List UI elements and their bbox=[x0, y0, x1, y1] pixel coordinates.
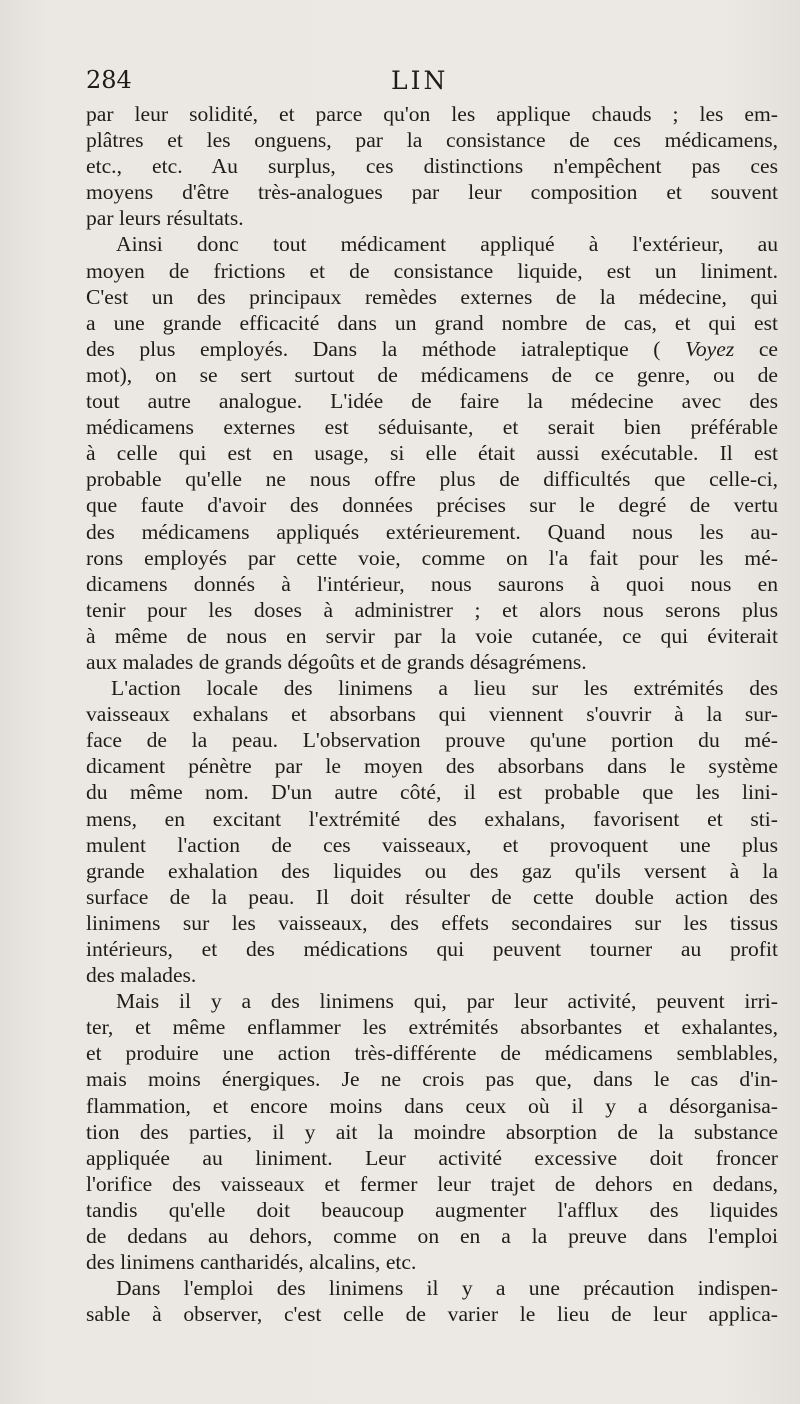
text-line: mulent l'action de ces vaisseaux, et provoquent une plus bbox=[86, 832, 778, 857]
italic-word: Voyez bbox=[685, 336, 735, 361]
text-line: Dans l'emploi des linimens il y a une précaution indispen- bbox=[116, 1276, 778, 1301]
text-line: tandis qu'elle doit beaucoup augmenter l'afflux des liquides bbox=[86, 1197, 778, 1222]
text-line: à même de nous en servir par la voie cutanée, ce qui éviterait bbox=[86, 623, 778, 648]
text-line: du même nom. D'un autre côté, il est probable que les lini- bbox=[86, 780, 778, 805]
text-line: surface de la peau. Il doit résulter de cette double action des bbox=[86, 884, 778, 909]
text-line: et produire une action très-différente de médicamens semblables, bbox=[86, 1041, 778, 1066]
text-line: probable qu'elle ne nous offre plus de difficultés que celle-ci, bbox=[86, 467, 778, 492]
text-line: appliquée au liniment. Leur activité excessive doit froncer bbox=[86, 1145, 778, 1170]
text-line: dicamens donnés à l'intérieur, nous saurons à quoi nous en bbox=[86, 571, 778, 596]
text-line: des médicamens appliqués extérieurement. Quand nous les au- bbox=[86, 519, 778, 544]
text-line: flammation, et encore moins dans ceux où il y a désorganisa- bbox=[86, 1093, 778, 1118]
text-line: mais moins énergiques. Je ne crois pas que, dans le cas d'in- bbox=[86, 1067, 778, 1092]
page-header bbox=[86, 66, 776, 100]
text-line: mot), on se sert surtout de médicamens de ce genre, ou de bbox=[86, 362, 778, 387]
text-line: C'est un des principaux remèdes externes de la médecine, qui bbox=[86, 284, 778, 309]
text-line: a une grande efficacité dans un grand nombre de cas, et qui est bbox=[86, 310, 778, 335]
text-line: tion des parties, il y ait la moindre absorption de la substance bbox=[86, 1119, 778, 1144]
text-line: médicamens externes est séduisante, et serait bien préférable bbox=[86, 415, 778, 440]
text-line: vaisseaux exhalans et absorbans qui viennent s'ouvrir à la sur- bbox=[86, 702, 778, 727]
text-line: face de la peau. L'observation prouve qu'une portion du mé- bbox=[86, 728, 778, 753]
text-line: Mais il y a des linimens qui, par leur activité, peuvent irri- bbox=[116, 989, 778, 1014]
text-line: par leurs résultats. bbox=[86, 206, 244, 231]
text-line: plâtres et les onguens, par la consistance de ces médicamens, bbox=[86, 128, 778, 153]
text-line: moyen de frictions et de consistance liquide, est un liniment. bbox=[86, 258, 778, 283]
text-line: par leur solidité, et parce qu'on les applique chauds ; les em- bbox=[86, 102, 778, 126]
page-number: 284 bbox=[86, 66, 132, 94]
text-line: rons employés par cette voie, comme on l'a fait pour les mé- bbox=[86, 545, 778, 570]
body-text bbox=[86, 101, 778, 1327]
text-line: Ainsi donc tout médicament appliqué à l'extérieur, au bbox=[116, 232, 778, 257]
text-line: des linimens cantharidés, alcalins, etc. bbox=[86, 1250, 417, 1275]
text-line: etc., etc. Au surplus, ces distinctions n'empêchent pas ces bbox=[86, 154, 778, 179]
text-line: mens, en excitant l'extrémité des exhalans, favorisent et sti- bbox=[86, 806, 778, 831]
text-line: aux malades de grands dégoûts et de grands désagrémens. bbox=[86, 649, 587, 674]
text-line: tenir pour les doses à administrer ; et alors nous serons plus bbox=[86, 597, 778, 622]
text-line: des plus employés. Dans la méthode iatraleptique ( Voyez ce bbox=[86, 336, 778, 361]
text-line: tout autre analogue. L'idée de faire la médecine avec des bbox=[86, 389, 778, 414]
text-line: L'action locale des linimens a lieu sur les extrémités des bbox=[111, 676, 778, 701]
text-line: sable à observer, c'est celle de varier le lieu de leur applica- bbox=[86, 1302, 778, 1327]
text-line: ter, et même enflammer les extrémités absorbantes et exhalantes, bbox=[86, 1015, 778, 1040]
text-line: dicament pénètre par le moyen des absorbans dans le système bbox=[86, 754, 778, 779]
text-line: intérieurs, et des médications qui peuvent tourner au profit bbox=[86, 937, 778, 961]
text-line: de dedans au dehors, comme on en a la preuve dans l'emploi bbox=[86, 1224, 778, 1249]
text-line: moyens d'être très-analogues par leur composition et souvent bbox=[86, 180, 778, 205]
text-line: l'orifice des vaisseaux et fermer leur trajet de dehors en dedans, bbox=[86, 1171, 778, 1196]
text-line: linimens sur les vaisseaux, des effets secondaires sur les tissus bbox=[86, 910, 778, 935]
text-line: à celle qui est en usage, si elle était aussi exécutable. Il est bbox=[86, 441, 778, 466]
text-line: des malades. bbox=[86, 963, 197, 988]
running-head: LIN bbox=[391, 66, 449, 95]
text-line: grande exhalation des liquides ou des gaz qu'ils versent à la bbox=[86, 858, 778, 883]
text-line: que faute d'avoir des données précises sur le degré de vertu bbox=[86, 493, 778, 518]
